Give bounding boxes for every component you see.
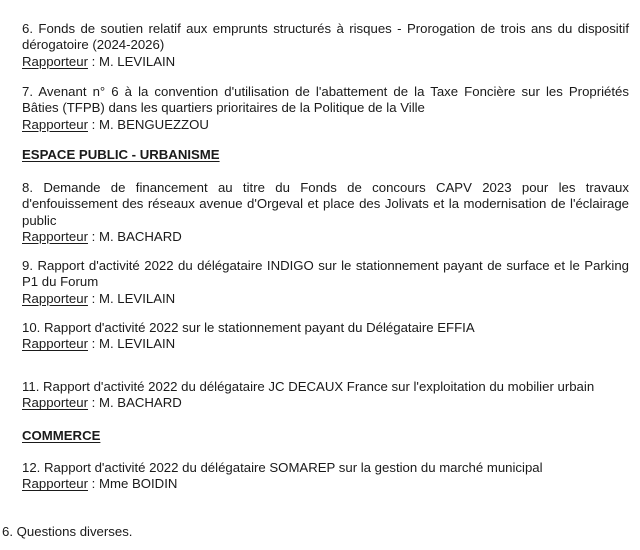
- rapporteur-label: Rapporteur: [22, 229, 88, 245]
- rapporteur-line: [22, 336, 629, 352]
- agenda-item-7: [22, 84, 629, 133]
- rapporteur-label: Rapporteur: [22, 395, 88, 411]
- agenda-item-text: 8. Demande de financement au titre du Fonds de concours CAPV 2023 pour les travaux d'enfouissement des réseaux avenue d'Orgeval et place des Jolivats et la modernisation de l'éclairage public: [22, 180, 629, 228]
- agenda-item-text: 10. Rapport d'activité 2022 sur le stationnement payant du Délégataire EFFIA: [22, 320, 475, 335]
- agenda-item-8: [22, 180, 629, 246]
- rapporteur-label: Rapporteur: [22, 476, 88, 492]
- rapporteur-label: Rapporteur: [22, 53, 88, 69]
- rapporteur-line: [22, 54, 629, 70]
- section-heading-commerce: COMMERCE: [22, 428, 101, 443]
- rapporteur-name: M. BACHARD: [98, 229, 182, 245]
- rapporteur-line: [22, 395, 629, 411]
- rapporteur-name: M. LEVILAIN: [98, 290, 176, 306]
- agenda-item-text: 7. Avenant n° 6 à la convention d'utilisation de l'abattement de la Taxe Foncière sur les Propriétés Bâties (TFPB) dans les quartiers prioritaires de la Politique de la Ville: [22, 84, 629, 116]
- questions-diverses: 6. Questions diverses.: [2, 524, 133, 539]
- rapporteur-label: Rapporteur: [22, 116, 88, 132]
- agenda-item-9: [22, 258, 629, 307]
- agenda-item-12: [22, 460, 629, 493]
- agenda-item-6: [22, 21, 629, 70]
- rapporteur-separator: :: [87, 229, 99, 245]
- rapporteur-line: [22, 117, 629, 133]
- rapporteur-name: M. LEVILAIN: [98, 53, 176, 69]
- agenda-item-11: [22, 379, 629, 412]
- section-heading-espace-public: ESPACE PUBLIC - URBANISME: [22, 147, 220, 162]
- agenda-item-10: [22, 320, 629, 353]
- rapporteur-separator: :: [87, 395, 99, 411]
- rapporteur-name: Mme BOIDIN: [98, 476, 178, 492]
- rapporteur-line: [22, 291, 629, 307]
- agenda-item-text: 12. Rapport d'activité 2022 du délégataire SOMAREP sur la gestion du marché municipal: [22, 460, 543, 475]
- rapporteur-separator: :: [87, 476, 99, 492]
- rapporteur-separator: :: [87, 53, 99, 69]
- rapporteur-separator: :: [87, 336, 99, 352]
- rapporteur-separator: :: [87, 290, 99, 306]
- rapporteur-name: M. BENGUEZZOU: [98, 116, 209, 132]
- agenda-item-text: 9. Rapport d'activité 2022 du délégataire INDIGO sur le stationnement payant de surface et le Parking P1 du Forum: [22, 258, 629, 290]
- rapporteur-name: M. BACHARD: [98, 395, 182, 411]
- agenda-item-text: 6. Fonds de soutien relatif aux emprunts structurés à risques - Prorogation de trois ans du dispositif dérogatoire (2024-2026): [22, 21, 629, 53]
- rapporteur-line: [22, 229, 629, 245]
- rapporteur-label: Rapporteur: [22, 290, 88, 306]
- rapporteur-separator: :: [87, 116, 99, 132]
- rapporteur-label: Rapporteur: [22, 336, 88, 352]
- rapporteur-name: M. LEVILAIN: [98, 336, 176, 352]
- agenda-item-text: 11. Rapport d'activité 2022 du délégataire JC DECAUX France sur l'exploitation du mobilier urbain: [22, 379, 595, 394]
- rapporteur-line: [22, 476, 629, 492]
